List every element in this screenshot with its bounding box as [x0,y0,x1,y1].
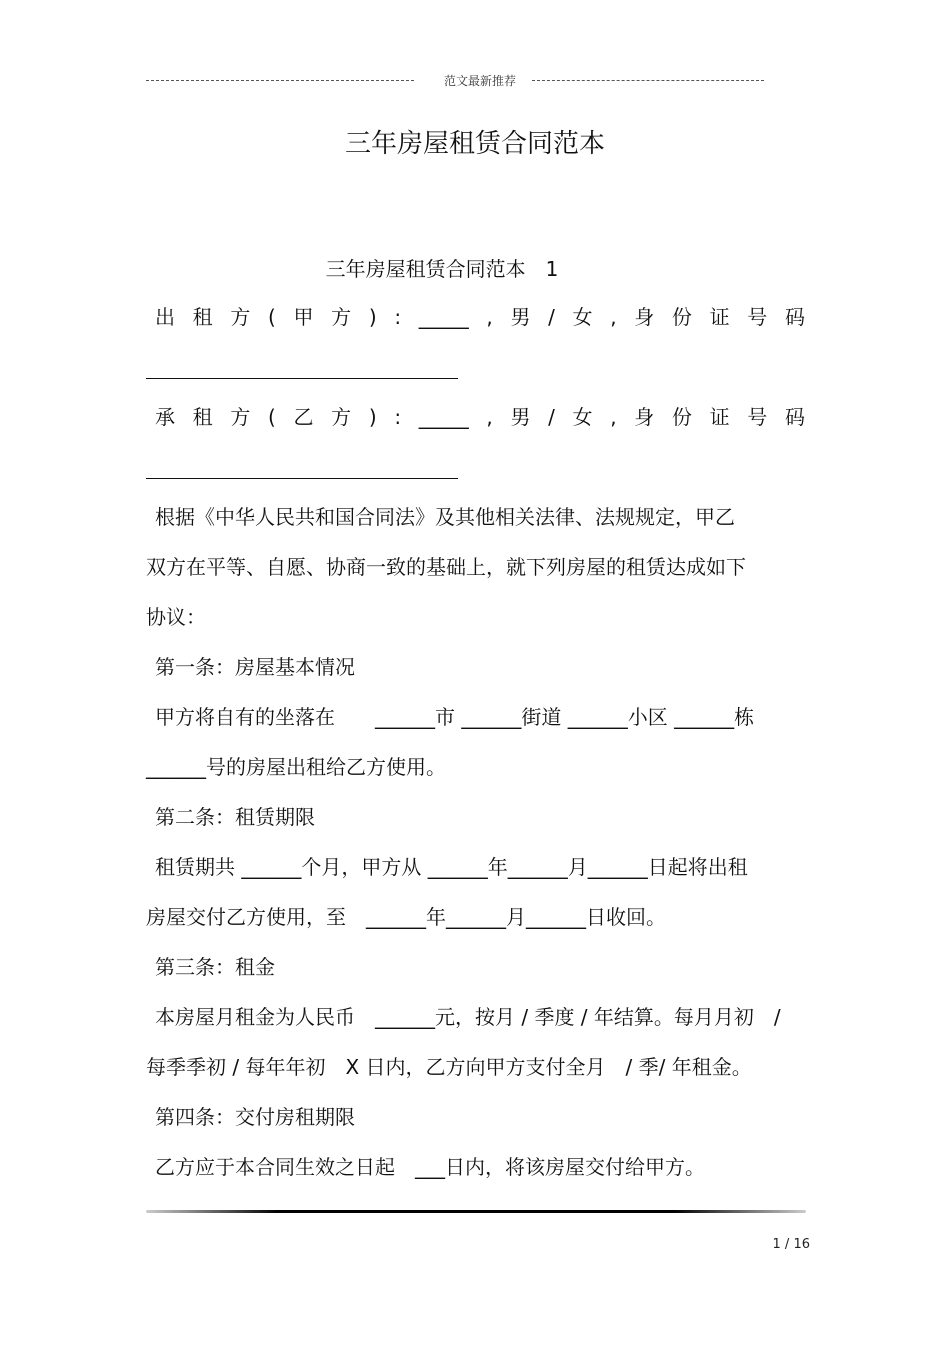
article1-line-2: ______号的房屋出租给乙方使用。 [146,755,446,779]
lessee-line-token: 乙 [293,405,314,429]
lessee-line-token: 女 [572,405,593,429]
document-title: 三年房屋租赁合同范本 [344,129,605,159]
lessor-line-token: , [610,305,617,329]
lessor-line-token: 女 [572,305,593,329]
lessee-line-token: _____ [418,405,469,429]
lessor-line [155,303,805,331]
intro-line-2: 双方在平等、自愿、协商一致的基础上，就下列房屋的租赁达成如下 [146,555,746,579]
lessor-line-token: 方 [331,305,352,329]
header-label: 范文最新推荐 [443,74,516,88]
article4-heading: 第四条：交付房租期限 [155,1105,355,1129]
article4-line-1: 乙方应于本合同生效之日起 ___日内，将该房屋交付给甲方。 [155,1155,705,1179]
lessor-line-token: 甲 [293,305,314,329]
header-right-dashed-rule [532,80,764,81]
lessor-id-blank [146,378,458,379]
intro-line-1: 根据《中华人民共和国合同法》及其他相关法律、法规规定，甲乙 [155,505,735,529]
contract-subtitle: 三年房屋租赁合同范本 1 [325,257,559,281]
lessee-line-token: 租 [192,405,213,429]
intro-line-3: 协议： [146,605,206,629]
article2-line-2: 房屋交付乙方使用，至 ______年______月______日收回。 [146,905,666,929]
footer-rule [146,1210,806,1213]
lessee-line-token: 码 [784,405,805,429]
lessee-line-token: / [548,405,555,429]
lessee-line-token: 男 [510,405,531,429]
lessee-id-blank [146,478,458,479]
article2-heading: 第二条：租赁期限 [155,805,315,829]
lessee-line-token: 号 [747,405,768,429]
lessee-line [155,403,805,431]
lessee-line-token: 承 [155,405,175,429]
lessor-line-token: 出 [155,305,175,329]
article1-line-1: 甲方将自有的坐落在 ______市 ______街道 ______小区 ______栋 [155,705,755,729]
lessor-line-token: 号 [747,305,768,329]
lessee-line-token: 方 [331,405,352,429]
lessor-line-token: 租 [192,305,213,329]
lessor-line-token: 男 [510,305,531,329]
lessee-line-token: 方 [230,405,251,429]
lessor-line-token: _____ [418,305,469,329]
article2-line-1: 租赁期共 ______个月，甲方从 ______年______月______日起将出租 [155,855,748,879]
lessor-line-token: / [548,305,555,329]
lessor-line-token: ( [268,305,276,329]
lessor-line-token: 身 [634,305,655,329]
lessee-line-token: 证 [709,405,730,429]
lessor-line-token: 方 [230,305,251,329]
lessee-line-token: , [486,405,493,429]
article1-heading: 第一条：房屋基本情况 [155,655,355,679]
lessor-line-token: : [394,305,402,329]
lessor-line-token: 份 [671,305,692,329]
lessee-line-token: 身 [634,405,655,429]
article3-heading: 第三条：租金 [155,955,275,979]
lessee-line-token: ) [368,405,377,429]
lessor-line-token: ) [368,305,377,329]
page-number: 1 / 16 [772,1237,810,1252]
article3-line-1: 本房屋月租金为人民币 ______元，按月 / 季度 / 年结算。每月月初 / [155,1005,781,1029]
lessee-line-token: 份 [671,405,692,429]
lessee-line-token: , [610,405,617,429]
lessor-line-token: 证 [709,305,730,329]
lessee-line-token: : [394,405,402,429]
article3-line-2: 每季季初 / 每年年初 X 日内，乙方向甲方支付全月 / 季/ 年租金。 [146,1055,752,1079]
lessee-line-token: ( [268,405,276,429]
lessor-line-token: , [486,305,493,329]
lessor-line-token: 码 [784,305,805,329]
header-left-dashed-rule [146,80,414,81]
